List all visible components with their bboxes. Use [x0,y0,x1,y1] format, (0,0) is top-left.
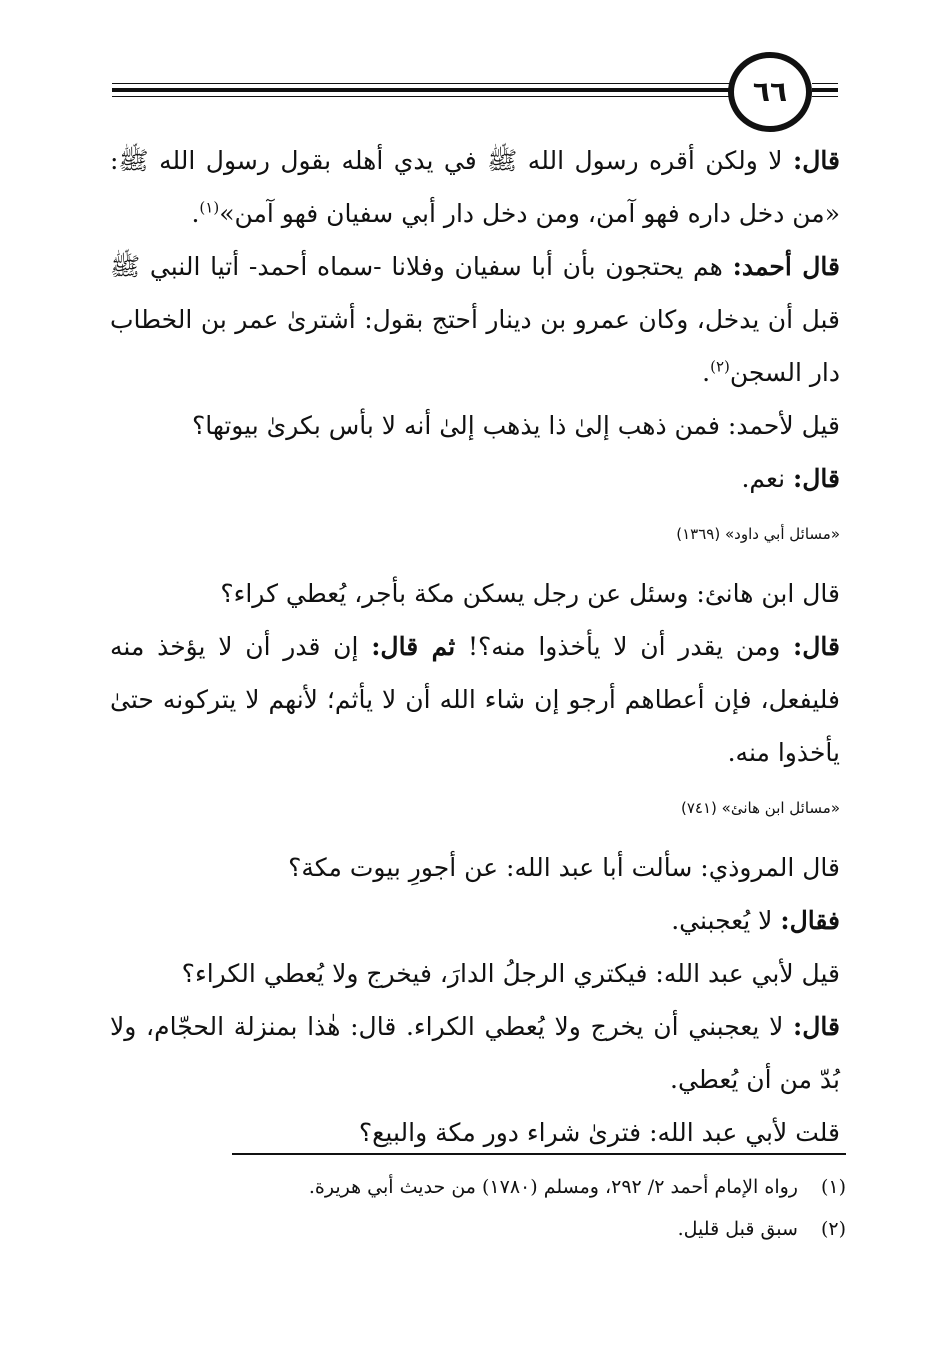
page-header [0,0,948,130]
footnote-number: (١) [820,1176,846,1198]
paragraph [110,567,840,620]
speaker-label: قال: [793,632,840,661]
speaker-label: قال: [793,1012,840,1041]
speaker-label: قال أحمد: [732,252,841,281]
footnote-ref: (١) [199,198,220,217]
paragraph [110,134,840,240]
source-citation: «مسائل أبي داود» (١٣٦٩) [676,525,840,543]
paragraph [110,399,840,452]
speaker-label: فقال: [780,906,840,935]
paragraph [110,1000,840,1106]
paragraph [110,620,840,779]
footnotes [150,1166,846,1250]
footnote [150,1208,846,1250]
source-citation: «مسائل ابن هانئ» (٧٤١) [681,799,840,817]
header-rule-right-thin-1 [812,83,838,84]
footnote-ref: (٢) [710,357,730,376]
header-rule-left-thick [112,88,730,92]
paragraph-text: لا يعجبني أن يخرج ولا يُعطي الكراء. قال: هٰذا بمنزلة الحجّام، ولا بُدّ من أن يُعطي. [110,1012,840,1094]
paragraph-text: ومن يقدر أن لا يأخذوا منه؟! [467,632,781,661]
footnote-divider [232,1153,846,1155]
paragraph-text: نعم. [741,464,786,493]
header-rule-left-thin-2 [112,96,730,97]
paragraph-text: قلت لأبي عبد الله: فترىٰ شراء دور مكة والبيع؟ [358,1118,840,1147]
paragraph-text: لا يُعجبني. [671,906,773,935]
speaker-label: ثم قال: [371,632,456,661]
footnote [150,1166,846,1208]
page-number: ٦٦ [752,75,788,108]
header-rule-right-thin-2 [812,96,838,97]
paragraph-tail: . [191,199,200,228]
paragraph [110,1106,840,1159]
paragraph-text: هم يحتجون بأن أبا سفيان وفلانا -سماه أحمد- أتيا النبي ﷺ قبل أن يدخل، وكان عمرو بن دينار أحتج بقول: أشترىٰ عمر بن الخطاب دار السجن [110,252,840,387]
paragraph [110,894,840,947]
paragraph [110,841,840,894]
page-number-badge [728,52,812,132]
paragraph-text: قال ابن هانئ: وسئل عن رجل يسكن مكة بأجر، يُعطي كراء؟ [220,579,840,608]
paragraph-text: قيل لأحمد: فمن ذهب إلىٰ ذا يذهب إلىٰ أنه لا بأس بكرىٰ بيوتها؟ [191,411,840,440]
header-rule-right-thick [812,88,838,92]
paragraph [110,947,840,1000]
paragraph-text: لا ولكن أقره رسول الله ﷺ في يدي أهله بقول رسول الله ﷺ: «من دخل داره فهو آمن، ومن دخل دار أبي سفيان فهو آمن» [110,146,840,228]
footnote-text: سبق قبل قليل. [677,1218,798,1240]
footnote-text: رواه الإمام أحمد ٢/ ٢٩٢، ومسلم (١٧٨٠) من حديث أبي هريرة. [308,1176,798,1198]
paragraph [110,452,840,505]
paragraph-tail: . [702,358,711,387]
speaker-label: قال: [793,464,840,493]
footnote-number: (٢) [820,1218,846,1240]
paragraph-text: قيل لأبي عبد الله: فيكتري الرجلُ الدارَ، فيخرج ولا يُعطي الكراء؟ [181,959,840,988]
speaker-label: قال: [793,146,840,175]
paragraph-text: إن قدر أن لا يؤخذ منه فليفعل، فإن أعطاهم أرجو إن شاء الله أن لا يأثم؛ لأنهم لا يتركونه حتىٰ يأخذوا منه. [110,632,840,767]
paragraph-text: قال المروذي: سألت أبا عبد الله: عن أجورِ بيوت مكة؟ [288,853,840,882]
header-rule-left-thin-1 [112,83,730,84]
main-text [110,134,840,1159]
paragraph [110,240,840,399]
